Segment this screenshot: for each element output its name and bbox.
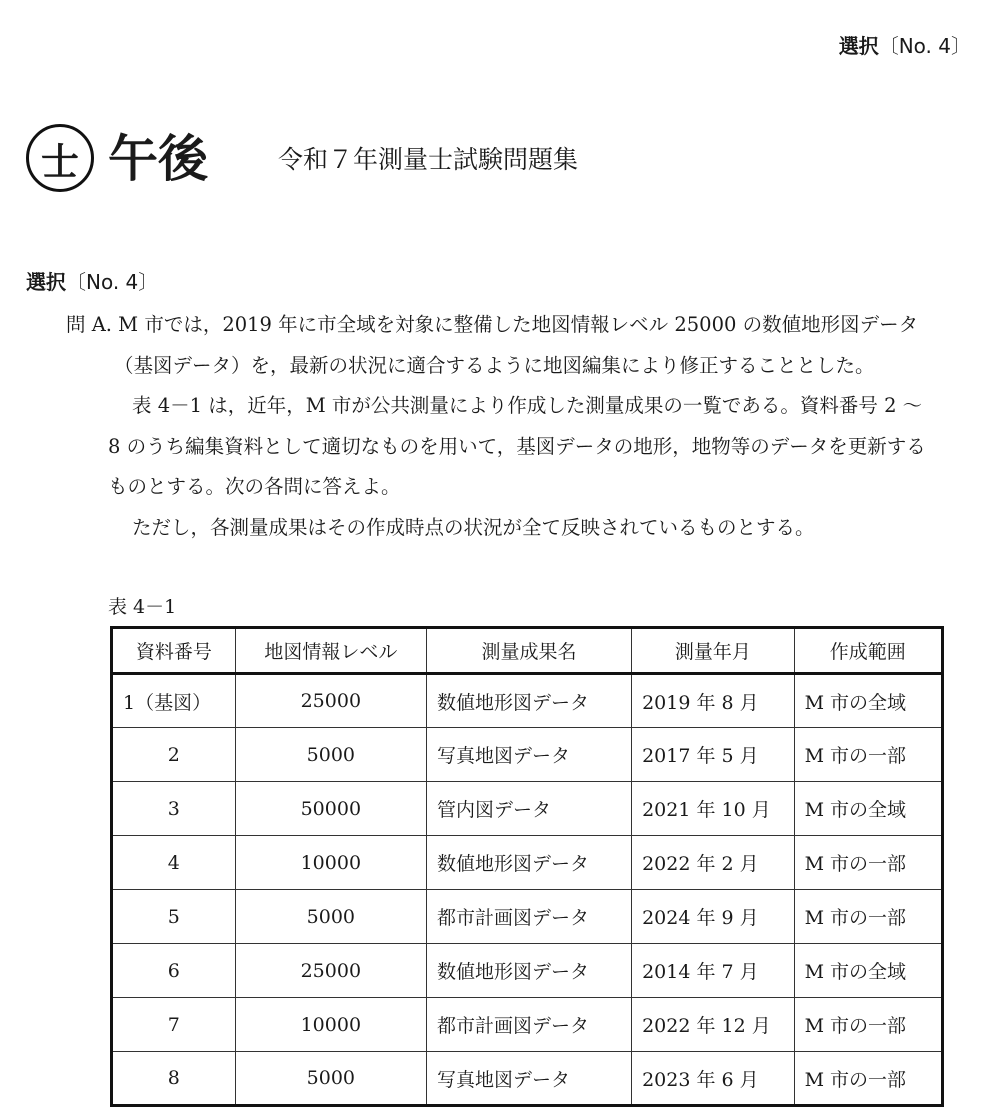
table-row <box>112 728 943 782</box>
session-title: 午後 <box>108 130 208 188</box>
cell-material-number: 4 <box>112 836 236 890</box>
table-row <box>112 674 943 728</box>
cell-result-name: 写真地図データ <box>427 1052 632 1106</box>
cell-result-name: 管内図データ <box>427 782 632 836</box>
cell-result-name: 数値地形図データ <box>427 674 632 728</box>
series-title: 令和７年測量士試験問題集 <box>278 145 579 174</box>
section-label-text: 選択 <box>26 270 66 294</box>
cell-map-level: 5000 <box>235 1052 426 1106</box>
question-text <box>66 305 976 548</box>
header-result-name: 測量成果名 <box>427 628 632 674</box>
cell-material-number: 5 <box>112 890 236 944</box>
cell-survey-date: 2022 年 12 月 <box>632 998 794 1052</box>
cell-map-level: 5000 <box>235 890 426 944</box>
question-line: 8 のうち編集資料として適切なものを用いて，基図データの地形，地物等のデータを更新する <box>108 434 926 458</box>
question-line: 表 4－1 は，近年，M 市が公共測量により作成した測量成果の一覧である。資料番号 2 〜 <box>132 394 923 417</box>
cell-result-name: 数値地形図データ <box>427 944 632 998</box>
cell-survey-date: 2024 年 9 月 <box>632 890 794 944</box>
cell-map-level: 50000 <box>235 782 426 836</box>
cell-survey-date: 2021 年 10 月 <box>632 782 794 836</box>
question-line: （基図データ）を，最新の状況に適合するように地図編集により修正することとした。 <box>114 353 875 377</box>
cell-coverage: M 市の一部 <box>794 836 942 890</box>
table-row <box>112 944 943 998</box>
cell-map-level: 25000 <box>235 944 426 998</box>
cell-survey-date: 2023 年 6 月 <box>632 1052 794 1106</box>
cell-map-level: 5000 <box>235 728 426 782</box>
table-row <box>112 836 943 890</box>
section-number: 〔No. 4〕 <box>66 270 159 294</box>
top-tag-number: 〔No. 4〕 <box>878 34 971 58</box>
question-line: ただし，各測量成果はその作成時点の状況が全て反映されているものとする。 <box>132 515 815 539</box>
cell-map-level: 10000 <box>235 836 426 890</box>
table-row <box>112 998 943 1052</box>
cell-coverage: M 市の一部 <box>794 890 942 944</box>
table-row <box>112 782 943 836</box>
question-line: ものとする。次の各問に答えよ。 <box>108 475 401 498</box>
header-survey-date: 測量年月 <box>632 628 794 674</box>
table-caption: 表 4－1 <box>108 596 177 618</box>
cell-result-name: 写真地図データ <box>427 728 632 782</box>
cell-map-level: 10000 <box>235 998 426 1052</box>
cell-coverage: M 市の全域 <box>794 674 942 728</box>
table-row <box>112 1052 943 1106</box>
cell-result-name: 数値地形図データ <box>427 836 632 890</box>
cell-material-number: 1（基図） <box>112 674 236 728</box>
cell-survey-date: 2017 年 5 月 <box>632 728 794 782</box>
cell-coverage: M 市の一部 <box>794 1052 942 1106</box>
cell-coverage: M 市の一部 <box>794 728 942 782</box>
cell-coverage: M 市の全域 <box>794 782 942 836</box>
survey-results-table <box>110 626 944 1107</box>
question-line: 問 A. M 市では，2019 年に市全域を対象に整備した地図情報レベル 25000 の数値地形図データ <box>66 313 919 336</box>
header-map-level: 地図情報レベル <box>235 628 426 674</box>
cell-result-name: 都市計画図データ <box>427 890 632 944</box>
circled-mark: 士 <box>26 124 94 192</box>
cell-material-number: 3 <box>112 782 236 836</box>
cell-material-number: 2 <box>112 728 236 782</box>
table-header-row <box>112 628 943 674</box>
cell-material-number: 6 <box>112 944 236 998</box>
cell-survey-date: 2019 年 8 月 <box>632 674 794 728</box>
cell-map-level: 25000 <box>235 674 426 728</box>
cell-result-name: 都市計画図データ <box>427 998 632 1052</box>
header-coverage: 作成範囲 <box>794 628 942 674</box>
top-tag-label: 選択 <box>838 34 879 58</box>
cell-survey-date: 2022 年 2 月 <box>632 836 794 890</box>
top-section-tag <box>839 30 971 59</box>
cell-survey-date: 2014 年 7 月 <box>632 944 794 998</box>
table-row <box>112 890 943 944</box>
cell-coverage: M 市の一部 <box>794 998 942 1052</box>
header-material-number: 資料番号 <box>112 628 236 674</box>
cell-coverage: M 市の全域 <box>794 944 942 998</box>
section-label <box>26 266 158 295</box>
cell-material-number: 7 <box>112 998 236 1052</box>
cell-material-number: 8 <box>112 1052 236 1106</box>
